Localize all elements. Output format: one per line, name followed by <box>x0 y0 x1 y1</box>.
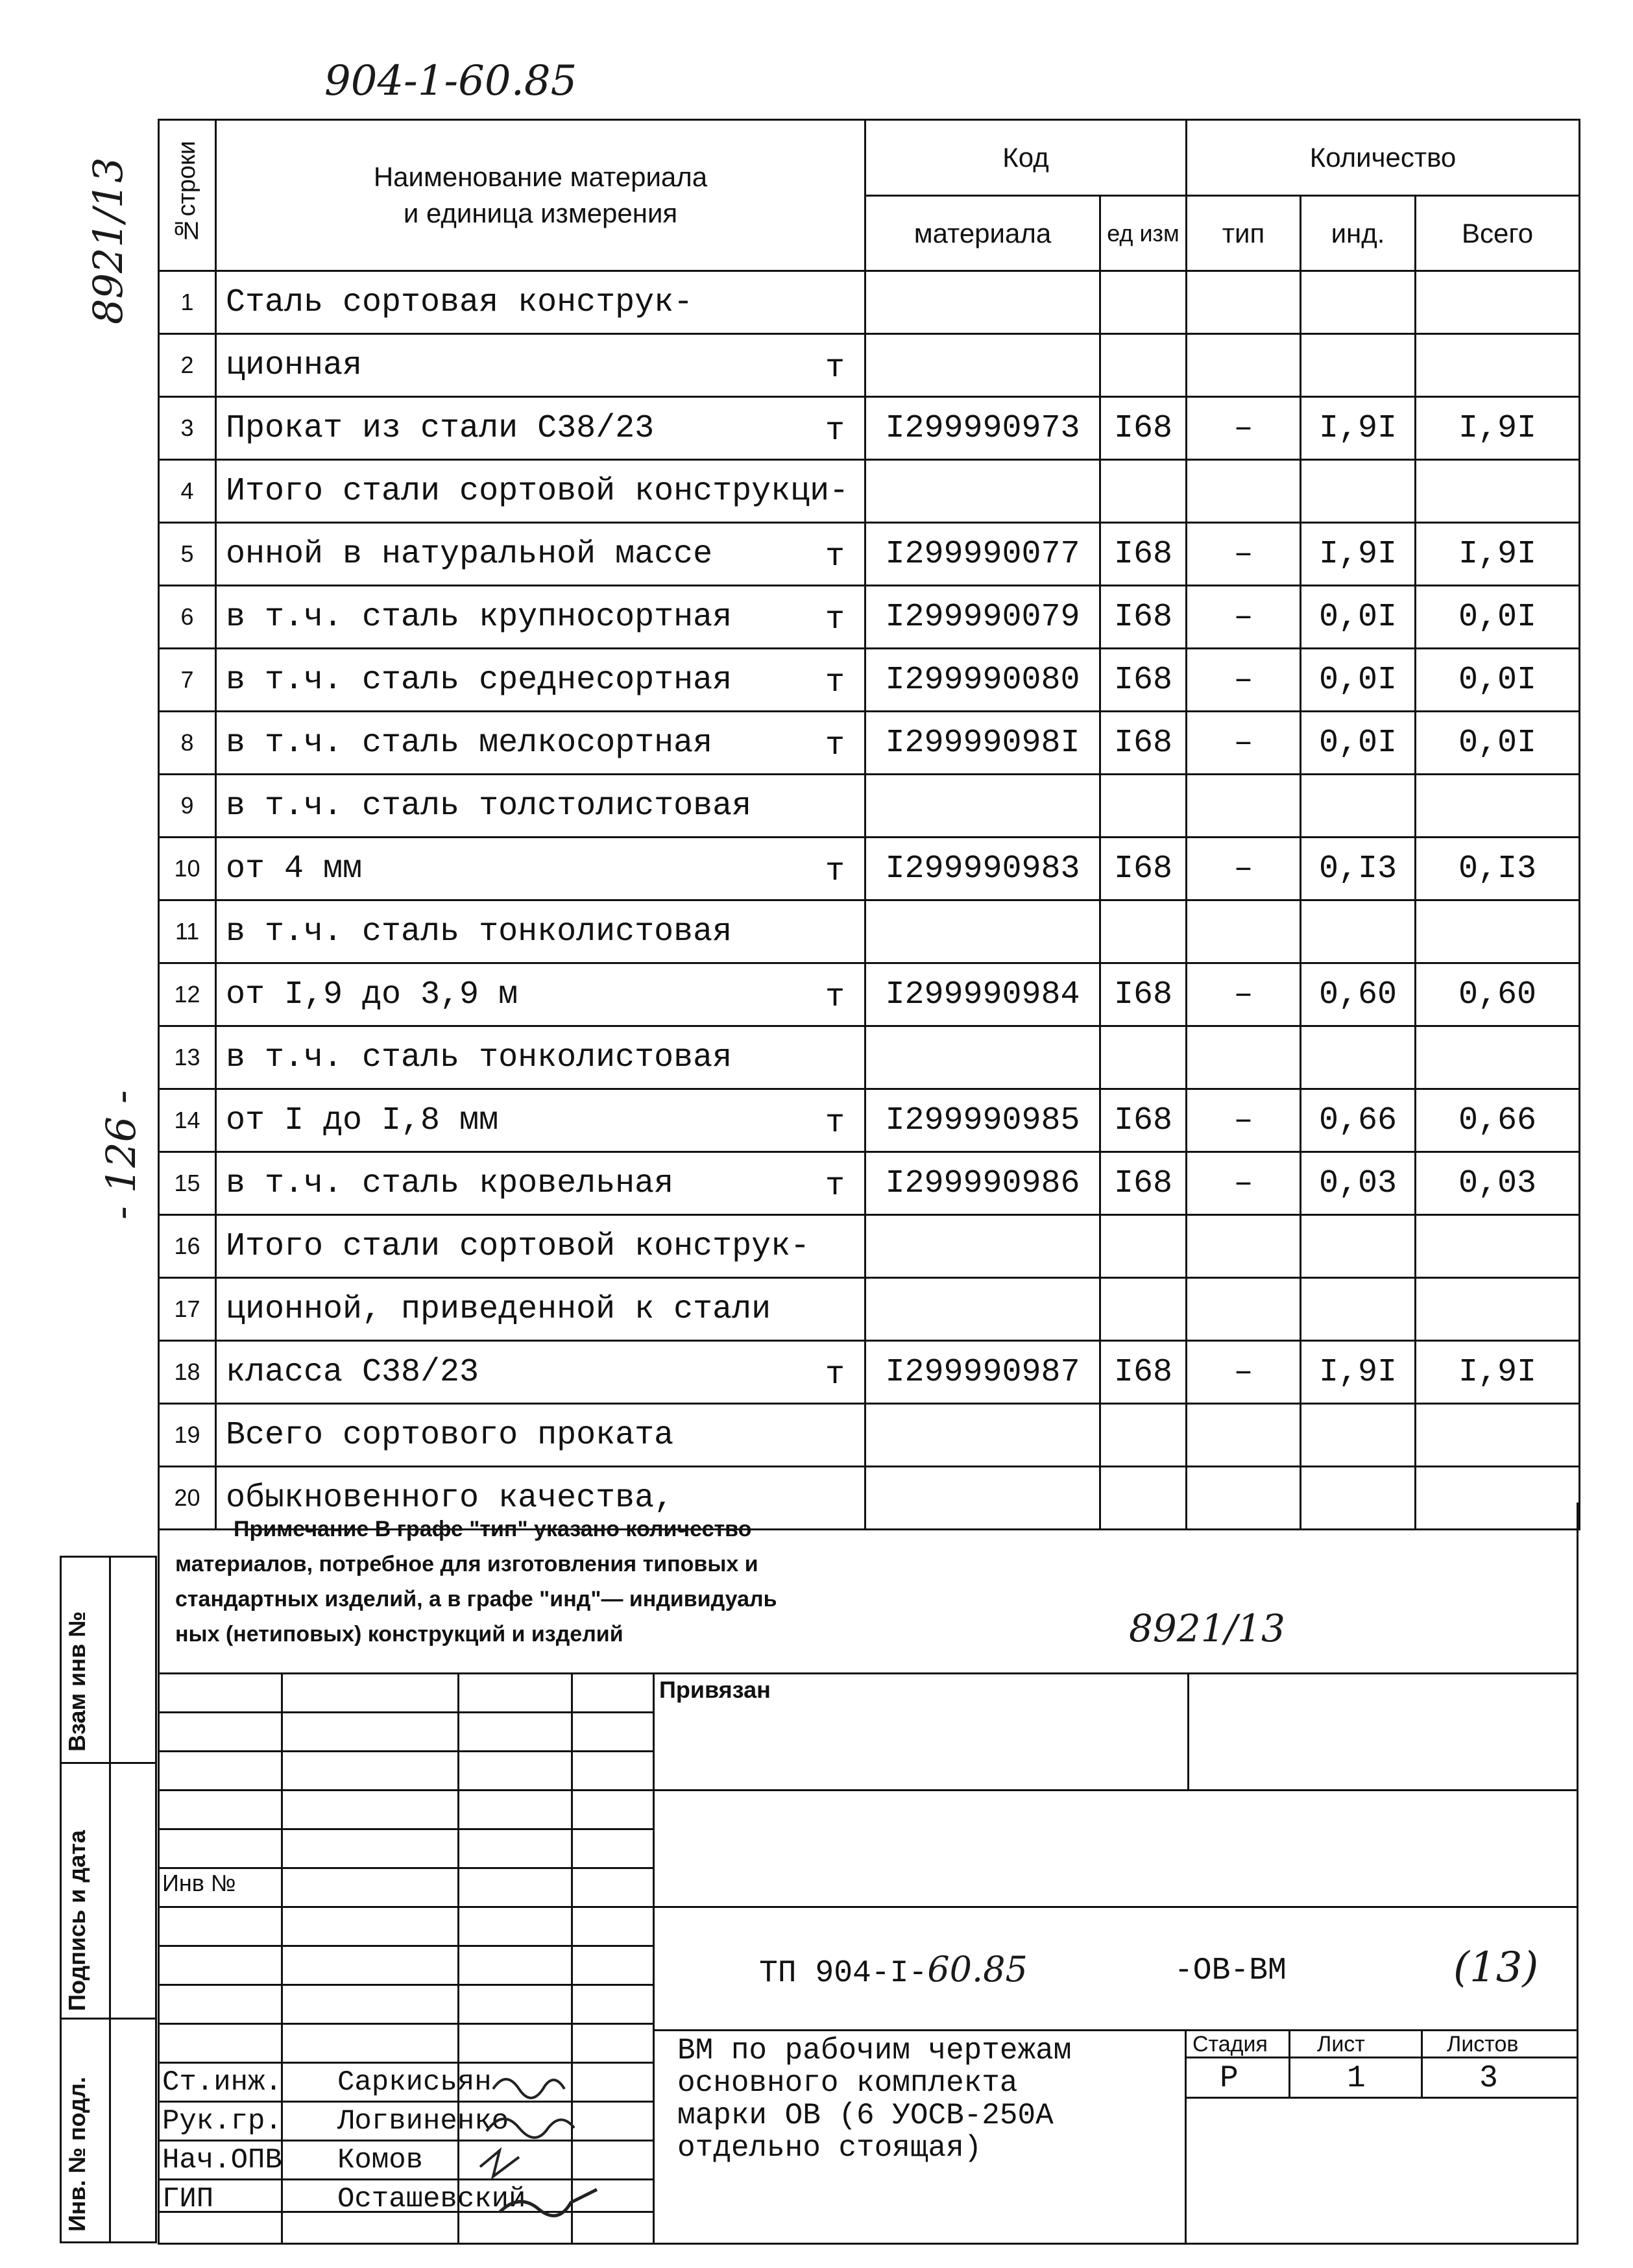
type-quantity: – <box>1187 838 1301 900</box>
table-row <box>159 397 1580 460</box>
sheets-label: Листов <box>1447 2032 1519 2057</box>
material-name: класса С38/23 т <box>216 1341 865 1404</box>
total-quantity <box>1416 1278 1580 1341</box>
person-name: Саркисьян <box>337 2066 492 2099</box>
table-row <box>159 1278 1580 1341</box>
unit-code <box>1100 1404 1187 1467</box>
unit-label: т <box>825 853 845 890</box>
type-quantity <box>1187 1404 1301 1467</box>
handwritten-doc-code: 904-1-60.85 <box>324 57 577 105</box>
material-code <box>865 775 1100 838</box>
total-quantity: 0,0I <box>1416 649 1580 712</box>
unit-code <box>1100 1215 1187 1278</box>
ind-quantity <box>1301 900 1416 963</box>
material-name: Итого стали сортовой конструкци- <box>216 460 865 523</box>
row-number: 5 <box>159 523 216 586</box>
material-code: I299990080 <box>865 649 1100 712</box>
code-group-header: Код <box>865 120 1187 196</box>
signature-scribbles <box>454 2063 662 2232</box>
material-name: онной в натуральной массе т <box>216 523 865 586</box>
ind-quantity <box>1301 460 1416 523</box>
row-number: 16 <box>159 1215 216 1278</box>
row-number: 13 <box>159 1026 216 1089</box>
unit-code: I68 <box>1100 838 1187 900</box>
sheet-value: 1 <box>1347 2061 1366 2096</box>
unit-label: т <box>825 664 845 701</box>
unit-label: т <box>825 1105 845 1142</box>
person-name: Комов <box>337 2144 424 2177</box>
handwritten-note-number: 8921/13 <box>1129 1606 1285 1650</box>
row-number: 18 <box>159 1341 216 1404</box>
total-header: Всего <box>1416 196 1580 271</box>
document-code: ТП 904-I-60.85 <box>759 1949 1028 1991</box>
table-row <box>159 775 1580 838</box>
ind-quantity: 0,60 <box>1301 963 1416 1026</box>
row-number: 7 <box>159 649 216 712</box>
type-quantity <box>1187 900 1301 963</box>
ind-quantity: I,9I <box>1301 397 1416 460</box>
ind-quantity: I,9I <box>1301 1341 1416 1404</box>
unit-code <box>1100 271 1187 334</box>
material-code <box>865 1215 1100 1278</box>
unit-label: т <box>825 538 845 575</box>
type-quantity <box>1187 775 1301 838</box>
material-name: обыкновенного качества, <box>216 1467 865 1530</box>
sheets-value: 3 <box>1479 2061 1498 2096</box>
unit-label: т <box>825 979 845 1016</box>
table-row <box>159 523 1580 586</box>
person-name: Логвиненко <box>337 2105 509 2138</box>
material-code <box>865 271 1100 334</box>
material-name: ционной, приведенной к стали <box>216 1278 865 1341</box>
unit-code: I68 <box>1100 963 1187 1026</box>
quantity-group-header: Количество <box>1187 120 1580 196</box>
material-code: I299990983 <box>865 838 1100 900</box>
row-number: 10 <box>159 838 216 900</box>
total-quantity <box>1416 900 1580 963</box>
type-quantity: – <box>1187 523 1301 586</box>
table-row <box>159 334 1580 397</box>
material-code <box>865 1026 1100 1089</box>
table-row <box>159 712 1580 775</box>
type-quantity <box>1187 334 1301 397</box>
table-row <box>159 271 1580 334</box>
total-quantity: 0,03 <box>1416 1152 1580 1215</box>
row-number: 3 <box>159 397 216 460</box>
handwritten-page-number: - 126 - <box>97 1090 145 1220</box>
unit-code: I68 <box>1100 1341 1187 1404</box>
unit-label: т <box>825 727 845 764</box>
material-code: I299990079 <box>865 586 1100 649</box>
row-number: 11 <box>159 900 216 963</box>
unit-label: т <box>825 1168 845 1205</box>
unit-code: I68 <box>1100 649 1187 712</box>
table-row <box>159 460 1580 523</box>
type-quantity: – <box>1187 649 1301 712</box>
type-quantity: – <box>1187 1152 1301 1215</box>
person-role: Ст.инж. <box>162 2066 282 2099</box>
material-code <box>865 1278 1100 1341</box>
unit-code: I68 <box>1100 1152 1187 1215</box>
unit-label: т <box>825 1357 845 1393</box>
type-quantity <box>1187 1215 1301 1278</box>
material-name: от I,9 до 3,9 м т <box>216 963 865 1026</box>
unit-label: т <box>825 413 845 450</box>
ind-quantity: 0,66 <box>1301 1089 1416 1152</box>
total-quantity: 0,0I <box>1416 712 1580 775</box>
unit-code: I68 <box>1100 586 1187 649</box>
side-label-podpis: Подпись и дата <box>64 1830 90 2011</box>
material-name: в т.ч. сталь мелкосортная т <box>216 712 865 775</box>
table-row <box>159 649 1580 712</box>
side-label-inv-podl: Инв. № подл. <box>64 2077 90 2232</box>
type-header: тип <box>1187 196 1301 271</box>
material-name: ционная т <box>216 334 865 397</box>
table-row <box>159 838 1580 900</box>
table-row <box>159 1089 1580 1152</box>
material-code <box>865 334 1100 397</box>
row-number: 1 <box>159 271 216 334</box>
type-quantity: – <box>1187 712 1301 775</box>
unit-code: I68 <box>1100 397 1187 460</box>
total-quantity <box>1416 1215 1580 1278</box>
sheet-label: Лист <box>1317 2032 1365 2057</box>
type-quantity <box>1187 1026 1301 1089</box>
material-name: в т.ч. сталь толстолистовая <box>216 775 865 838</box>
handwritten-side-number: 8921/13 <box>84 157 132 324</box>
type-quantity: – <box>1187 397 1301 460</box>
row-number: 4 <box>159 460 216 523</box>
person-role: ГИП <box>162 2183 214 2215</box>
table-row <box>159 900 1580 963</box>
stage-label: Стадия <box>1192 2032 1268 2057</box>
materials-table <box>158 119 1580 1530</box>
sheet-number-handwritten: (13) <box>1453 1944 1539 1992</box>
ind-quantity: 0,0I <box>1301 649 1416 712</box>
total-quantity: 0,66 <box>1416 1089 1580 1152</box>
type-quantity <box>1187 271 1301 334</box>
unit-header: ед изм <box>1100 196 1187 271</box>
unit-code <box>1100 460 1187 523</box>
material-code: I299990986 <box>865 1152 1100 1215</box>
ind-quantity: 0,I3 <box>1301 838 1416 900</box>
total-quantity <box>1416 460 1580 523</box>
unit-code <box>1100 334 1187 397</box>
type-quantity: – <box>1187 1089 1301 1152</box>
unit-code <box>1100 1278 1187 1341</box>
row-number: 8 <box>159 712 216 775</box>
total-quantity: I,9I <box>1416 397 1580 460</box>
unit-code <box>1100 1026 1187 1089</box>
row-number: 6 <box>159 586 216 649</box>
ind-quantity: 0,0I <box>1301 712 1416 775</box>
person-role: Рук.гр. <box>162 2105 282 2138</box>
ind-quantity <box>1301 1215 1416 1278</box>
material-code: I299990984 <box>865 963 1100 1026</box>
material-code: I299990077 <box>865 523 1100 586</box>
document-title: ВМ по рабочим чертежам основного комплекта марки ОВ (6 УОСВ-250А отдельно стоящая) <box>677 2034 1072 2165</box>
material-name: в т.ч. сталь кровельная т <box>216 1152 865 1215</box>
material-name: в т.ч. сталь тонколистовая <box>216 900 865 963</box>
table-row <box>159 1026 1580 1089</box>
total-quantity: 0,0I <box>1416 586 1580 649</box>
material-code <box>865 1404 1100 1467</box>
name-header: Наименование материала и единица измерения <box>216 120 865 271</box>
total-quantity <box>1416 1026 1580 1089</box>
material-name: Сталь сортовая конструк- <box>216 271 865 334</box>
type-quantity: – <box>1187 1341 1301 1404</box>
ind-quantity: 0,03 <box>1301 1152 1416 1215</box>
unit-label: т <box>825 350 845 387</box>
total-quantity <box>1416 775 1580 838</box>
material-code: I299990973 <box>865 397 1100 460</box>
material-name: от I до I,8 мм т <box>216 1089 865 1152</box>
table-row <box>159 586 1580 649</box>
total-quantity: I,9I <box>1416 1341 1580 1404</box>
ind-quantity: I,9I <box>1301 523 1416 586</box>
ind-quantity: 0,0I <box>1301 586 1416 649</box>
table-row <box>159 1404 1580 1467</box>
unit-code: I68 <box>1100 1089 1187 1152</box>
privyazan-label: Привязан <box>659 1676 771 1703</box>
inv-no-label: Инв № <box>162 1870 236 1896</box>
material-code <box>865 460 1100 523</box>
material-code: I299990987 <box>865 1341 1100 1404</box>
type-quantity: – <box>1187 586 1301 649</box>
total-quantity <box>1416 334 1580 397</box>
table-row <box>159 1341 1580 1404</box>
material-code: I29999098I <box>865 712 1100 775</box>
total-quantity: I,9I <box>1416 523 1580 586</box>
unit-code <box>1100 775 1187 838</box>
ind-quantity <box>1301 271 1416 334</box>
type-quantity <box>1187 460 1301 523</box>
row-number: 15 <box>159 1152 216 1215</box>
note-text: Примечание В графе "тип" указано количество материалов, потребное для изготовления типовых и стандартных изделий, а в графе "инд"— индивидуаль ных (нетиповых) конструкций и изделий <box>175 1517 777 1647</box>
material-name: Итого стали сортовой конструк- <box>216 1215 865 1278</box>
row-number: 17 <box>159 1278 216 1341</box>
ind-quantity <box>1301 775 1416 838</box>
ind-quantity <box>1301 1026 1416 1089</box>
material-code: I299990985 <box>865 1089 1100 1152</box>
unit-code <box>1100 900 1187 963</box>
table-row <box>159 1152 1580 1215</box>
total-quantity: 0,60 <box>1416 963 1580 1026</box>
unit-label: т <box>825 601 845 638</box>
person-name: Осташевский <box>337 2183 526 2215</box>
row-number: 20 <box>159 1467 216 1530</box>
person-role: Нач.ОПВ <box>162 2144 282 2177</box>
unit-code: I68 <box>1100 712 1187 775</box>
row-number-header: №строки <box>159 120 216 271</box>
material-name: в т.ч. сталь тонколистовая <box>216 1026 865 1089</box>
material-code-header: материала <box>865 196 1100 271</box>
ind-quantity <box>1301 1404 1416 1467</box>
document-suffix: -ОВ-ВМ <box>1174 1953 1287 1988</box>
material-name: от 4 мм т <box>216 838 865 900</box>
table-row <box>159 963 1580 1026</box>
unit-code: I68 <box>1100 523 1187 586</box>
total-quantity <box>1416 271 1580 334</box>
row-number: 2 <box>159 334 216 397</box>
row-number: 9 <box>159 775 216 838</box>
row-number: 12 <box>159 963 216 1026</box>
ind-quantity <box>1301 334 1416 397</box>
type-quantity: – <box>1187 963 1301 1026</box>
total-quantity <box>1416 1404 1580 1467</box>
material-name: Всего сортового проката <box>216 1404 865 1467</box>
type-quantity <box>1187 1278 1301 1341</box>
row-number: 14 <box>159 1089 216 1152</box>
material-name: в т.ч. сталь крупносортная т <box>216 586 865 649</box>
table-row <box>159 1215 1580 1278</box>
ind-quantity <box>1301 1278 1416 1341</box>
total-quantity: 0,I3 <box>1416 838 1580 900</box>
stage-value: Р <box>1220 2061 1239 2096</box>
material-code <box>865 900 1100 963</box>
material-name: в т.ч. сталь среднесортная т <box>216 649 865 712</box>
row-number: 19 <box>159 1404 216 1467</box>
side-label-vzam: Взам инв № <box>64 1611 90 1752</box>
ind-header: инд. <box>1301 196 1416 271</box>
material-name: Прокат из стали С38/23 т <box>216 397 865 460</box>
